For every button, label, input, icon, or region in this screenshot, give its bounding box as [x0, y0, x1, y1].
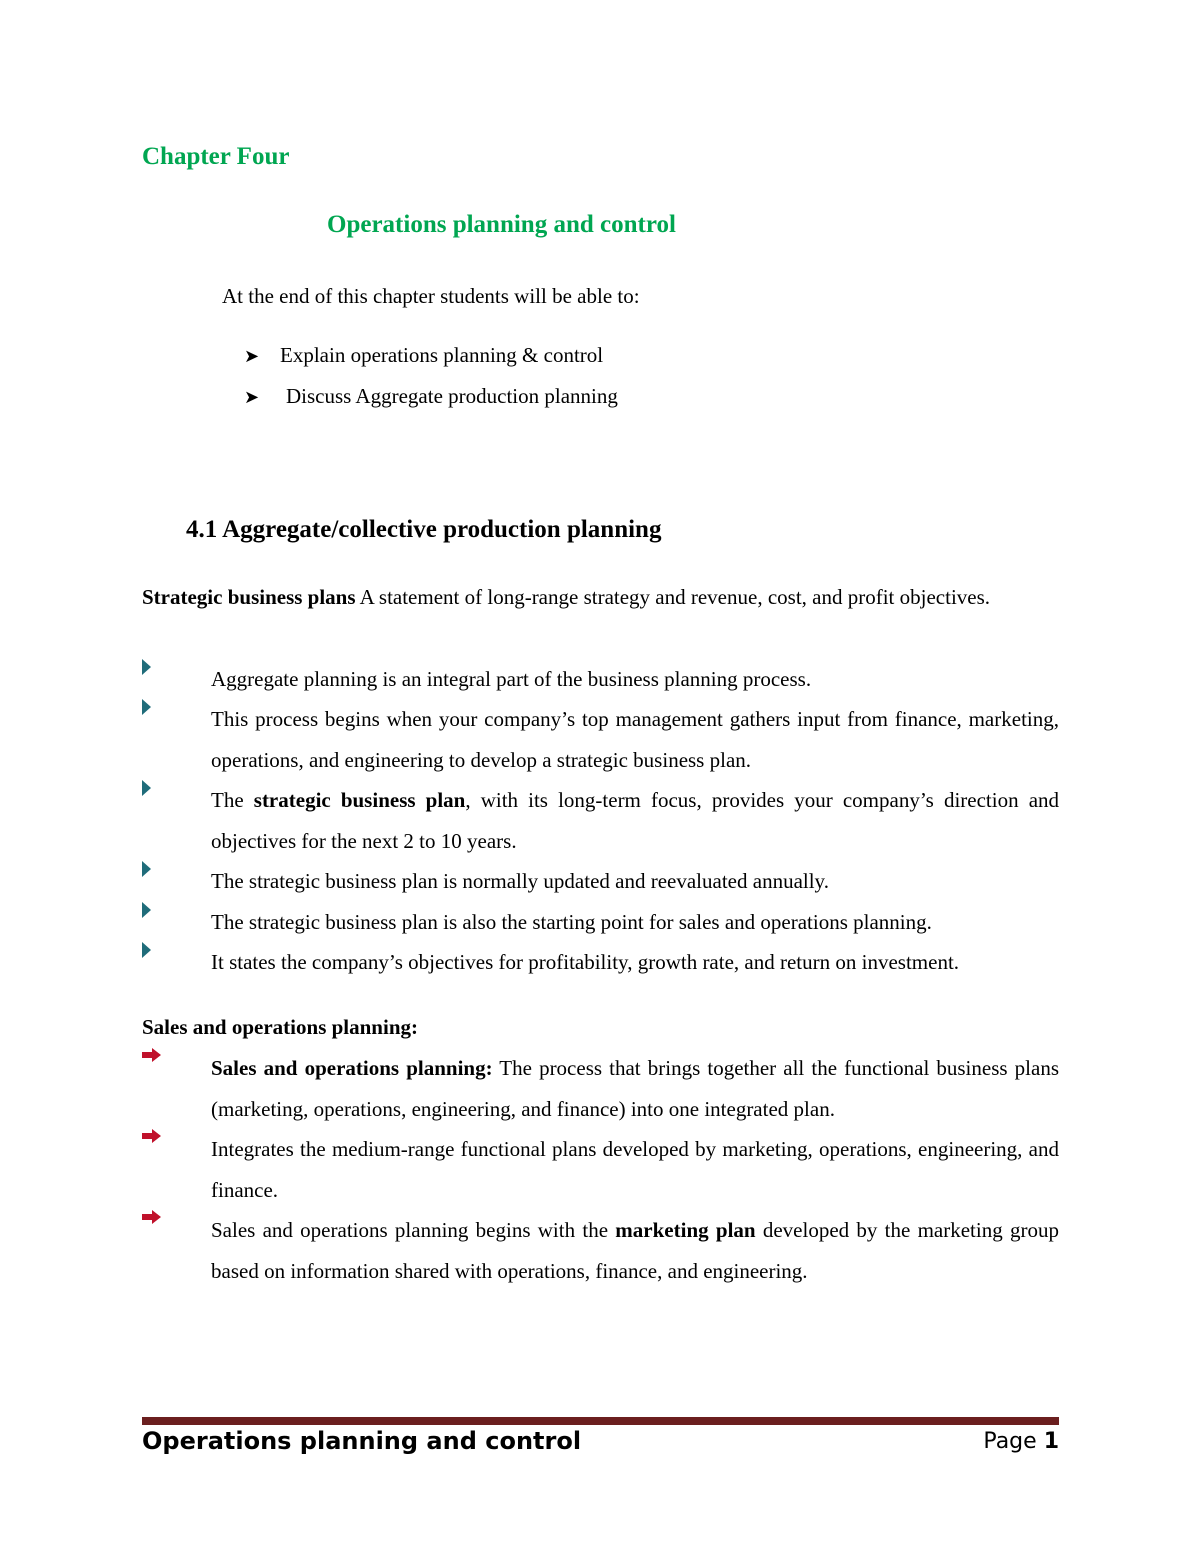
triangle-bullet-icon	[142, 780, 151, 796]
sop-heading: Sales and operations planning:	[142, 1015, 418, 1039]
triangle-bullet-icon	[142, 861, 151, 877]
marketing-plan-term: marketing plan	[615, 1218, 756, 1242]
list-item-text: Sales and operations planning: The process that brings together all the functional business plans (marketing, operations, engineering, and finance) into one integrated plan.	[211, 1056, 1059, 1121]
list-item	[142, 780, 1059, 861]
list-item	[142, 699, 1059, 780]
sop-term: Sales and operations planning:	[211, 1056, 493, 1080]
list-item	[142, 1129, 1059, 1210]
list-item	[142, 902, 1059, 943]
triangle-bullet-icon	[142, 659, 151, 675]
list-item	[142, 1048, 1059, 1129]
red-arrow-bullet-icon	[142, 1129, 162, 1143]
triangle-bullet-icon	[142, 942, 151, 958]
objective-text: Explain operations planning & control	[280, 343, 604, 367]
list-item	[142, 1210, 1059, 1291]
list-item-text: The strategic business plan is also the starting point for sales and operations planning.	[211, 910, 932, 934]
list-item-text: Integrates the medium-range functional plans developed by marketing, operations, engineering, and finance.	[211, 1137, 1059, 1202]
triangle-bullet-icon	[142, 699, 151, 715]
list-item-text: Sales and operations planning begins with the marketing plan developed by the marketing group based on information shared with operations, finance, and engineering.	[211, 1218, 1059, 1283]
objectives-intro: At the end of this chapter students will be able to:	[222, 284, 640, 308]
list-item	[142, 942, 1059, 983]
list-item-text: The strategic business plan is normally updated and reevaluated annually.	[211, 869, 829, 893]
objective-item	[244, 343, 603, 368]
footer-title: Operations planning and control	[142, 1427, 582, 1455]
footer-divider	[142, 1417, 1059, 1425]
objective-item	[244, 384, 618, 409]
list-item-text: It states the company’s objectives for profitability, growth rate, and return on investment.	[211, 950, 960, 974]
arrowhead-bullet-icon: ➤	[244, 386, 260, 407]
list-item-text: The strategic business plan, with its long-term focus, provides your company’s direction and objectives for the next 2 to 10 years.	[211, 788, 1060, 853]
red-arrow-bullet-icon	[142, 1048, 162, 1062]
strategic-definition: A statement of long-range strategy and revenue, cost, and profit objectives.	[355, 585, 991, 609]
page-number: Page 1	[983, 1429, 1059, 1454]
list-item-text: Aggregate planning is an integral part of the business planning process.	[211, 667, 812, 691]
chapter-heading: Chapter Four	[142, 143, 290, 170]
list-item-text: This process begins when your company’s top management gathers input from finance, marketing, operations, and engineering to develop a strategic business plan.	[211, 707, 1059, 772]
chapter-title: Operations planning and control	[327, 211, 676, 238]
strategic-plan-term: strategic business plan	[253, 788, 466, 812]
objective-text: Discuss Aggregate production planning	[286, 384, 618, 408]
red-arrow-bullet-icon	[142, 1210, 162, 1224]
strategic-plans-paragraph	[142, 577, 1059, 618]
list-item	[142, 861, 1059, 902]
arrowhead-bullet-icon: ➤	[244, 345, 260, 366]
list-item	[142, 659, 1059, 700]
strategic-term: Strategic business plans	[142, 585, 356, 609]
section-heading: 4.1 Aggregate/collective production planning	[186, 516, 662, 543]
triangle-bullet-icon	[142, 902, 151, 918]
